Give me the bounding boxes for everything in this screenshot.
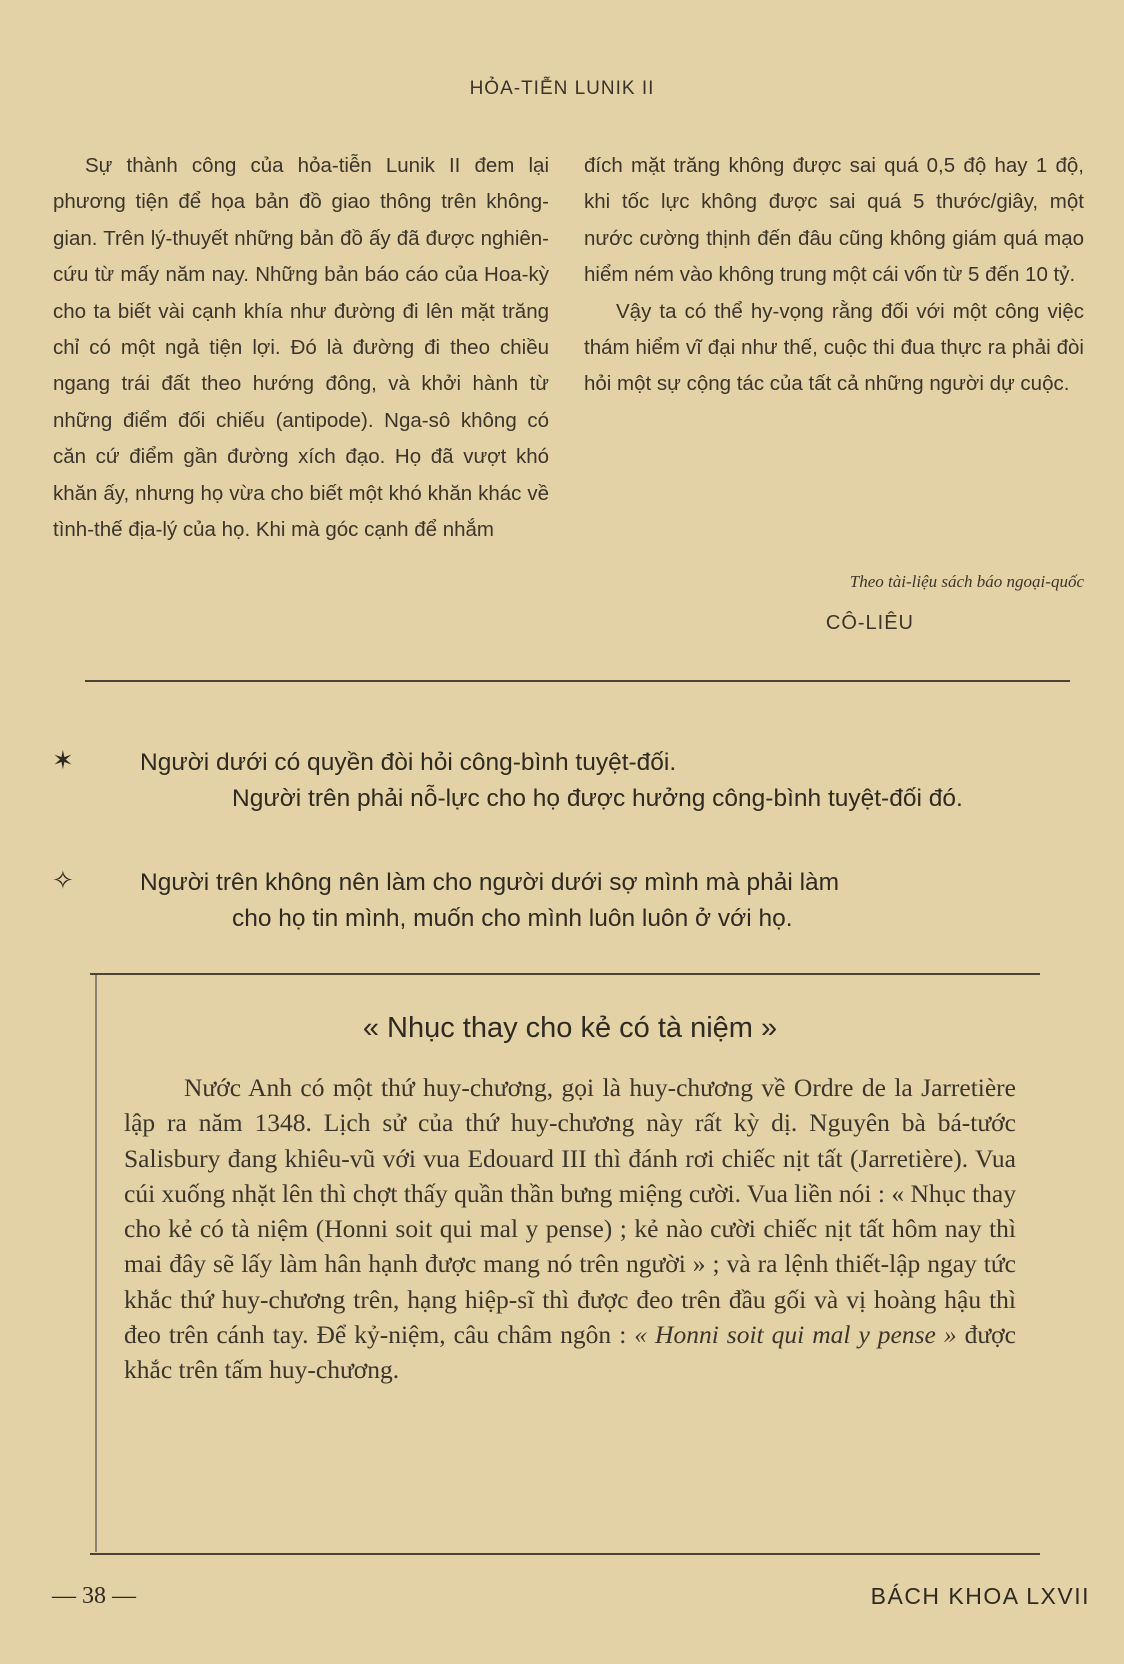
boxed-story-body [124, 1070, 1016, 1388]
article-author: CÔ-LIÊU [825, 612, 914, 634]
maxim-2 [140, 865, 1085, 936]
maxim-2-line-2: cho họ tin mình, muốn cho mình luôn luôn ở với họ. [232, 904, 793, 932]
article-left-column [53, 148, 549, 548]
boxed-story-text-end: được khắc trên tấm huy-chương. [124, 1320, 1016, 1385]
article-paragraph-1-continued: đích mặt trăng không được sai quá 0,5 độ hay 1 độ, khi tốc lực không được sai quá 5 thước/giây, một nước cường thịnh đến đâu cũng không giám quá mạo hiểm ném vào không trung một cái vốn từ 5 đến 10 tỷ. [584, 154, 1084, 287]
maxim-1 [140, 745, 1085, 816]
running-title: HỎA-TIỄN LUNIK II [469, 78, 655, 99]
page-number: — 38 — [52, 1583, 136, 1609]
star-icon: ✶ [52, 746, 74, 776]
maxim-1-line-1: Người dưới có quyền đòi hỏi công-bình tuyệt-đối. [140, 749, 677, 776]
maxim-1-line-2: Người trên phải nỗ-lực cho họ được hưởng công-bình tuyệt-đối đó. [232, 784, 963, 812]
publication-name: BÁCH KHOA LXVII [870, 1583, 1090, 1609]
article-source: Theo tài-liệu sách báo ngoại-quốc [849, 572, 1084, 591]
article-paragraph-1: Sự thành công của hỏa-tiễn Lunik II đem lại phương tiện để họa bản đồ giao thông trên không-gian. Trên lý-thuyết những bản đồ ấy đã được nghiên-cứu từ mấy năm nay. Những bản báo cáo của Hoa-kỳ cho ta biết vài cạnh khía như đường đi lên mặt trăng chỉ có một ngả tiện lợi. Đó là đường đi theo chiều ngang trái đất theo hướng đông, và khởi hành từ những điểm đối chiếu (antipode). Nga-sô không có căn cứ điểm gần đường xích đạo. Họ đã vượt khó khăn ấy, nhưng họ vừa cho biết một khó khăn khác về tình-thế địa-lý của họ. Khi mà góc cạnh để nhắm [53, 154, 549, 542]
boxed-story-title: « Nhục thay cho kẻ có tà niệm » [362, 1012, 778, 1044]
boxed-story-text: Nước Anh có một thứ huy-chương, gọi là huy-chương về Ordre de la Jarretière lập ra năm 1348. Lịch sử của thứ huy-chương này rất kỳ dị. Nguyên bà bá-tước Salisbury đang khiêu-vũ với vua Edouard III thì đánh rơi chiếc nịt tất (Jarretière). Vua cúi xuống nhặt lên thì chợt thấy quần thần bưng miệng cười. Vua liền nói : « Nhục thay cho kẻ có tà niệm (Honni soit qui mal y pense) ; kẻ nào cười chiếc nịt tất hôm nay thì mai đây sẽ lấy làm hân hạnh được mang nó trên người » ; và ra lệnh thiết-lập ngay tức khắc thứ huy-chương trên, hạng hiệp-sĩ thì được đeo trên đầu gối và vị hoàng hậu thì đeo trên cánh tay. Để kỷ-niệm, câu châm ngôn : [124, 1073, 1016, 1350]
maxim-2-line-1: Người trên không nên làm cho người dưới sợ mình mà phải làm [140, 869, 840, 896]
article-paragraph-2: Vậy ta có thể hy-vọng rằng đối với một công việc thám hiểm vĩ đại như thế, cuộc thi đua thực ra phải đòi hỏi một sự cộng tác của tất cả những người dự cuộc. [584, 299, 1084, 396]
star-outline-icon: ✧ [52, 866, 74, 896]
article-right-column [584, 148, 1084, 403]
box-bottom-rule [90, 1553, 1040, 1555]
separator-rule [85, 680, 1070, 682]
boxed-story-quote: « Honni soit qui mal y pense » [634, 1320, 957, 1350]
